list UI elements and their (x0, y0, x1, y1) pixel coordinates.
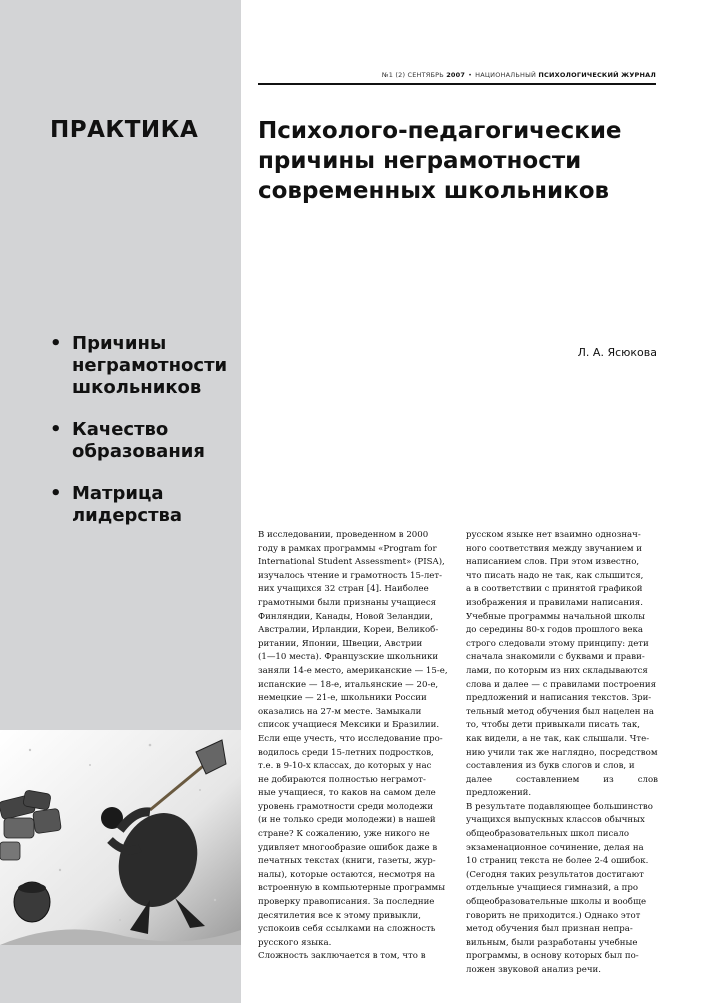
journal-prefix: НАЦИОНАЛЬНЫЙ (475, 71, 537, 79)
keyword-item: • Причины неграмотности школьников (50, 333, 240, 399)
author-name: Л. А. Ясюкова (577, 346, 657, 359)
section-title: ПРАКТИКА (50, 117, 199, 143)
winter-photo-icon (0, 730, 241, 945)
separator-dot: • (468, 71, 473, 79)
keyword-item: • Матрица лидерства (50, 483, 240, 527)
body-column-right: русском языке нет взаимно однознач- ного соответствия между звучанием и написанием слов. При этом известно, что писать надо не так, как слышится, а в соответствии с принятой графикой изображения и правилами написания. Учебные программы начальной школы до середины 80-х годов прошлого века строго следовали этому принципу: дети сначала знакомили с буквами и прави- лами, по которым из них складываются слова и далее — с правилами построения предложений и написания текстов. Зри- тельный метод обучения был нацелен на то, чтобы дети привыкали писать так, как видели, а не так, как слышали. Чте- нию учили так же наглядно, посредством составления из букв слогов и слов, и далее составлением из слов предложений. В результате подавляющее большинство учащихся выпускных классов обычных общеобразовательных школ писало экзаменационное сочинение, делая на 10 страниц текста не более 2-4 ошибок. (Сегодня таких результатов достигают отдельные учащиеся гимназий, а про общеобразовательные школы и вообще говорить не приходится.) Однако этот метод обучения был признан непра- вильным, были разработаны учебные программы, в основу которых был по- ложен звуковой анализ речи. (466, 530, 658, 975)
keyword-list (50, 333, 240, 547)
sidebar (0, 0, 241, 1003)
article-title: Психолого-педагогические причины неграмотности современных школьников (258, 118, 622, 204)
running-header (258, 71, 656, 79)
journal-name: ПСИХОЛОГИЧЕСКИЙ ЖУРНАЛ (538, 71, 656, 79)
keyword-item: • Качество образования (50, 419, 240, 463)
header-rule (258, 83, 656, 85)
issue-number: №1 (2) СЕНТЯБРЬ (381, 71, 444, 79)
issue-year: 2007 (446, 71, 466, 79)
body-column-left: В исследовании, проведенном в 2000 году в рамках программы «Program for International Student Assessment» (PISA), изучалось чтение и грамотность 15-лет- них учащихся 32 стран [4]. Наиболее грамотными были признаны учащиеся Финляндии, Канады, Новой Зеландии, Австралии, Ирландии, Кореи, Великоб- ритании, Японии, Швеции, Австрии (1—10 места). Французские школьники заняли 14-е место, американские — 15-е, испанские — 18-е, итальянские — 20-е, немецкие — 21-е, школьники России оказались на 27-м месте. Замыкали список учащиеся Мексики и Бразилии. Если еще учесть, что исследование про- водилось среди 15-летних подростков, т.е. в 9-10-х классах, до которых у нас не добираются полностью неграмот- ные учащиеся, то каков на самом деле уровень грамотности среди молодежи (и не только среди молодежи) в нашей стране? К сожалению, уже никого не удивляет многообразие ошибок даже в печатных текстах (книги, газеты, жур- налы), которые остаются, несмотря на встроенную в компьютерные программы проверку правописания. За последние десятилетия все к этому привыкли, успокоив себя ссылками на сложность русского языка. Сложность заключается в том, что в (258, 530, 448, 962)
